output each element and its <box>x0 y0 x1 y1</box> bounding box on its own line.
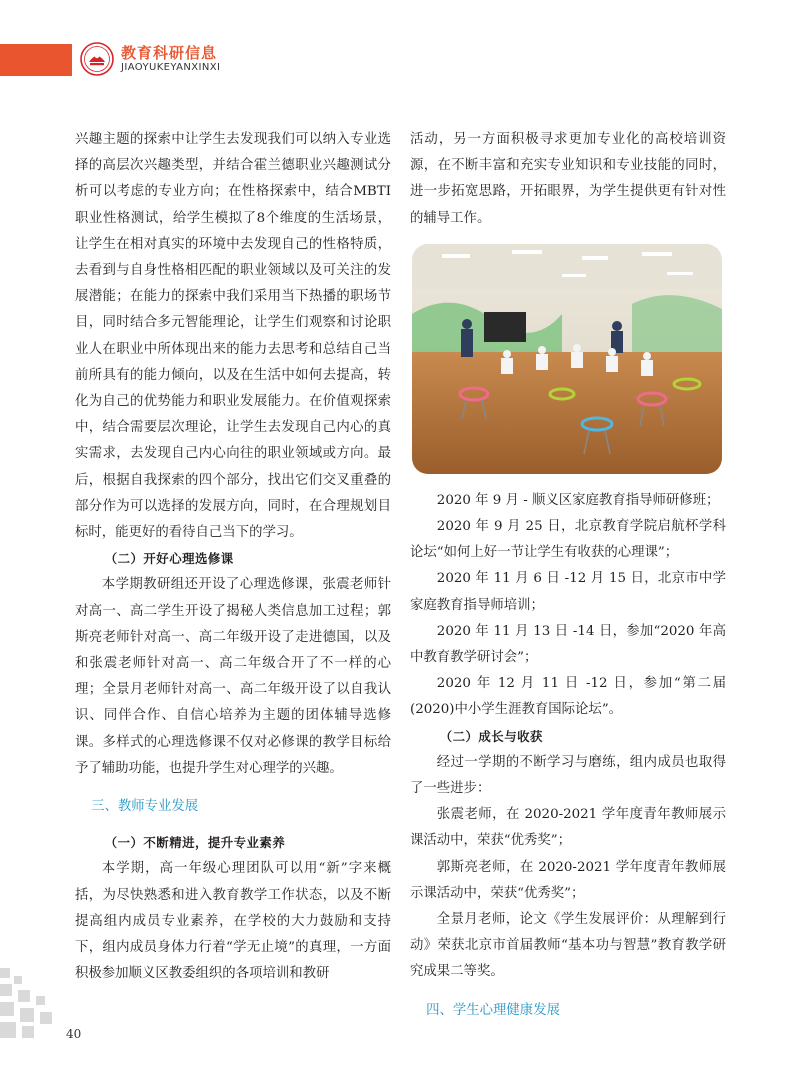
school-logo-icon <box>80 42 114 76</box>
award-item: 郭斯亮老师，在 2020-2021 学年度青年教师展示课活动中，荣获“优秀奖”； <box>410 859 726 901</box>
corner-decoration <box>0 968 60 1040</box>
subheading-growth: （二）成长与收获 <box>439 728 543 744</box>
page-number: 40 <box>66 1027 82 1041</box>
training-item: 2020 年 9 月 - 顺义区家庭教育指导师研修班； <box>436 492 720 508</box>
subheading-professional: （一）不断精进，提升专业素养 <box>104 835 286 851</box>
journal-subtitle: JIAOYUKEYANXINXI <box>121 62 221 73</box>
paragraph-growth: 经过一学期的不断学习与磨练，组内成员也取得了一些进步： <box>410 754 726 797</box>
training-item: 2020 年 11 月 6 日 -12 月 15 日，北京市中学家庭教育指导师培训； <box>410 571 726 613</box>
journal-title: 教育科研信息 <box>121 44 218 62</box>
paragraph-professional: 本学期，高一年级心理团队可以用“新”字来概括，为尽快熟悉和进入教育教学工作状态，以及不断提高组内成员专业素养，在学校的大力鼓励和支持下，组内成员身体力行着“学无止境”的真理，一方面积极参加顺义区教委组织的各项培训和教研 <box>75 861 391 982</box>
left-column <box>75 127 391 988</box>
section-heading-teacher-development: 三、教师专业发展 <box>91 799 199 815</box>
paragraph-training: 活动，另一方面积极寻求更加专业化的高校培训资源，在不断丰富和充实专业知识和专业技能的同时，进一步拓宽思路，开拓眼界，为学生提供更有针对性的辅导工作。 <box>410 132 726 226</box>
training-item: 2020 年 11 月 13 日 -14 日，参加“2020 年高中教育教学研讨会”； <box>410 623 726 666</box>
training-item: 2020 年 9 月 25 日，北京教育学院启航杯学科论坛“如何上好一节让学生有收获的心理课”； <box>410 519 726 561</box>
section-heading-student-mental-health: 四、学生心理健康发展 <box>426 1002 560 1018</box>
training-item: 2020 年 12 月 11 日 -12 日，参加“第二届 (2020)中小学生涯教育国际论坛”。 <box>410 676 726 718</box>
award-item: 全景月老师，论文《学生发展评价：从理解到行动》荣获北京市首届教师“基本功与智慧”教育教学研究成果二等奖。 <box>410 912 726 980</box>
header-accent-bar <box>0 44 72 76</box>
right-column <box>410 127 726 1024</box>
paragraph-exploration: 兴趣主题的探索中让学生去发现我们可以纳入专业选择的高层次兴趣类型，并结合霍兰德职业兴趣测试分析可以考虑的专业方向；在性格探索中，结合MBTI职业性格测试，给学生模拟了8个维度的生活场景，让学生在相对真实的环境中去发现自己的性格特质，去看到与自身性格相匹配的职业领域以及可关注的发展潜能；在能力的探索中我们采用当下热播的职场节目，同时结合多元智能理论，让学生们观察和讨论职业人在职业中所体现出来的能力去思考和总结自己当前所具有的能力倾向，以及在生活中如何去提高，转化为自己的优势能力和职业发展能力。在价值观探索中，结合需要层次理论，让学生去发现自己内心的真实需求，去发现自己内心向往的职业领域或方向。最后，根据自我探索的四个部分，找出它们交叉重叠的部分作为可以选择的发展方向，同时，在合理规划目标时，能更好的看待自己当下的学习。 <box>75 132 391 541</box>
paragraph-elective: 本学期教研组还开设了心理选修课，张震老师针对高一、高二学生开设了揭秘人类信息加工过程；郭斯亮老师针对高一、高二年级开设了走进德国，以及和张震老师针对高一、高二年级合开了不一样的心理；全景月老师针对高一、高二年级开设了以自我认识、同伴合作、自信心培养为主题的团体辅导选修课。多样式的心理选修课不仅对必修课的教学目标给予了辅助功能，也提升学生对心理学的兴趣。 <box>75 577 391 776</box>
award-item: 张震老师，在 2020-2021 学年度青年教师展示课活动中，荣获“优秀奖”； <box>410 807 726 849</box>
classroom-photo <box>412 244 722 474</box>
subheading-elective: （二）开好心理选修课 <box>104 551 234 567</box>
